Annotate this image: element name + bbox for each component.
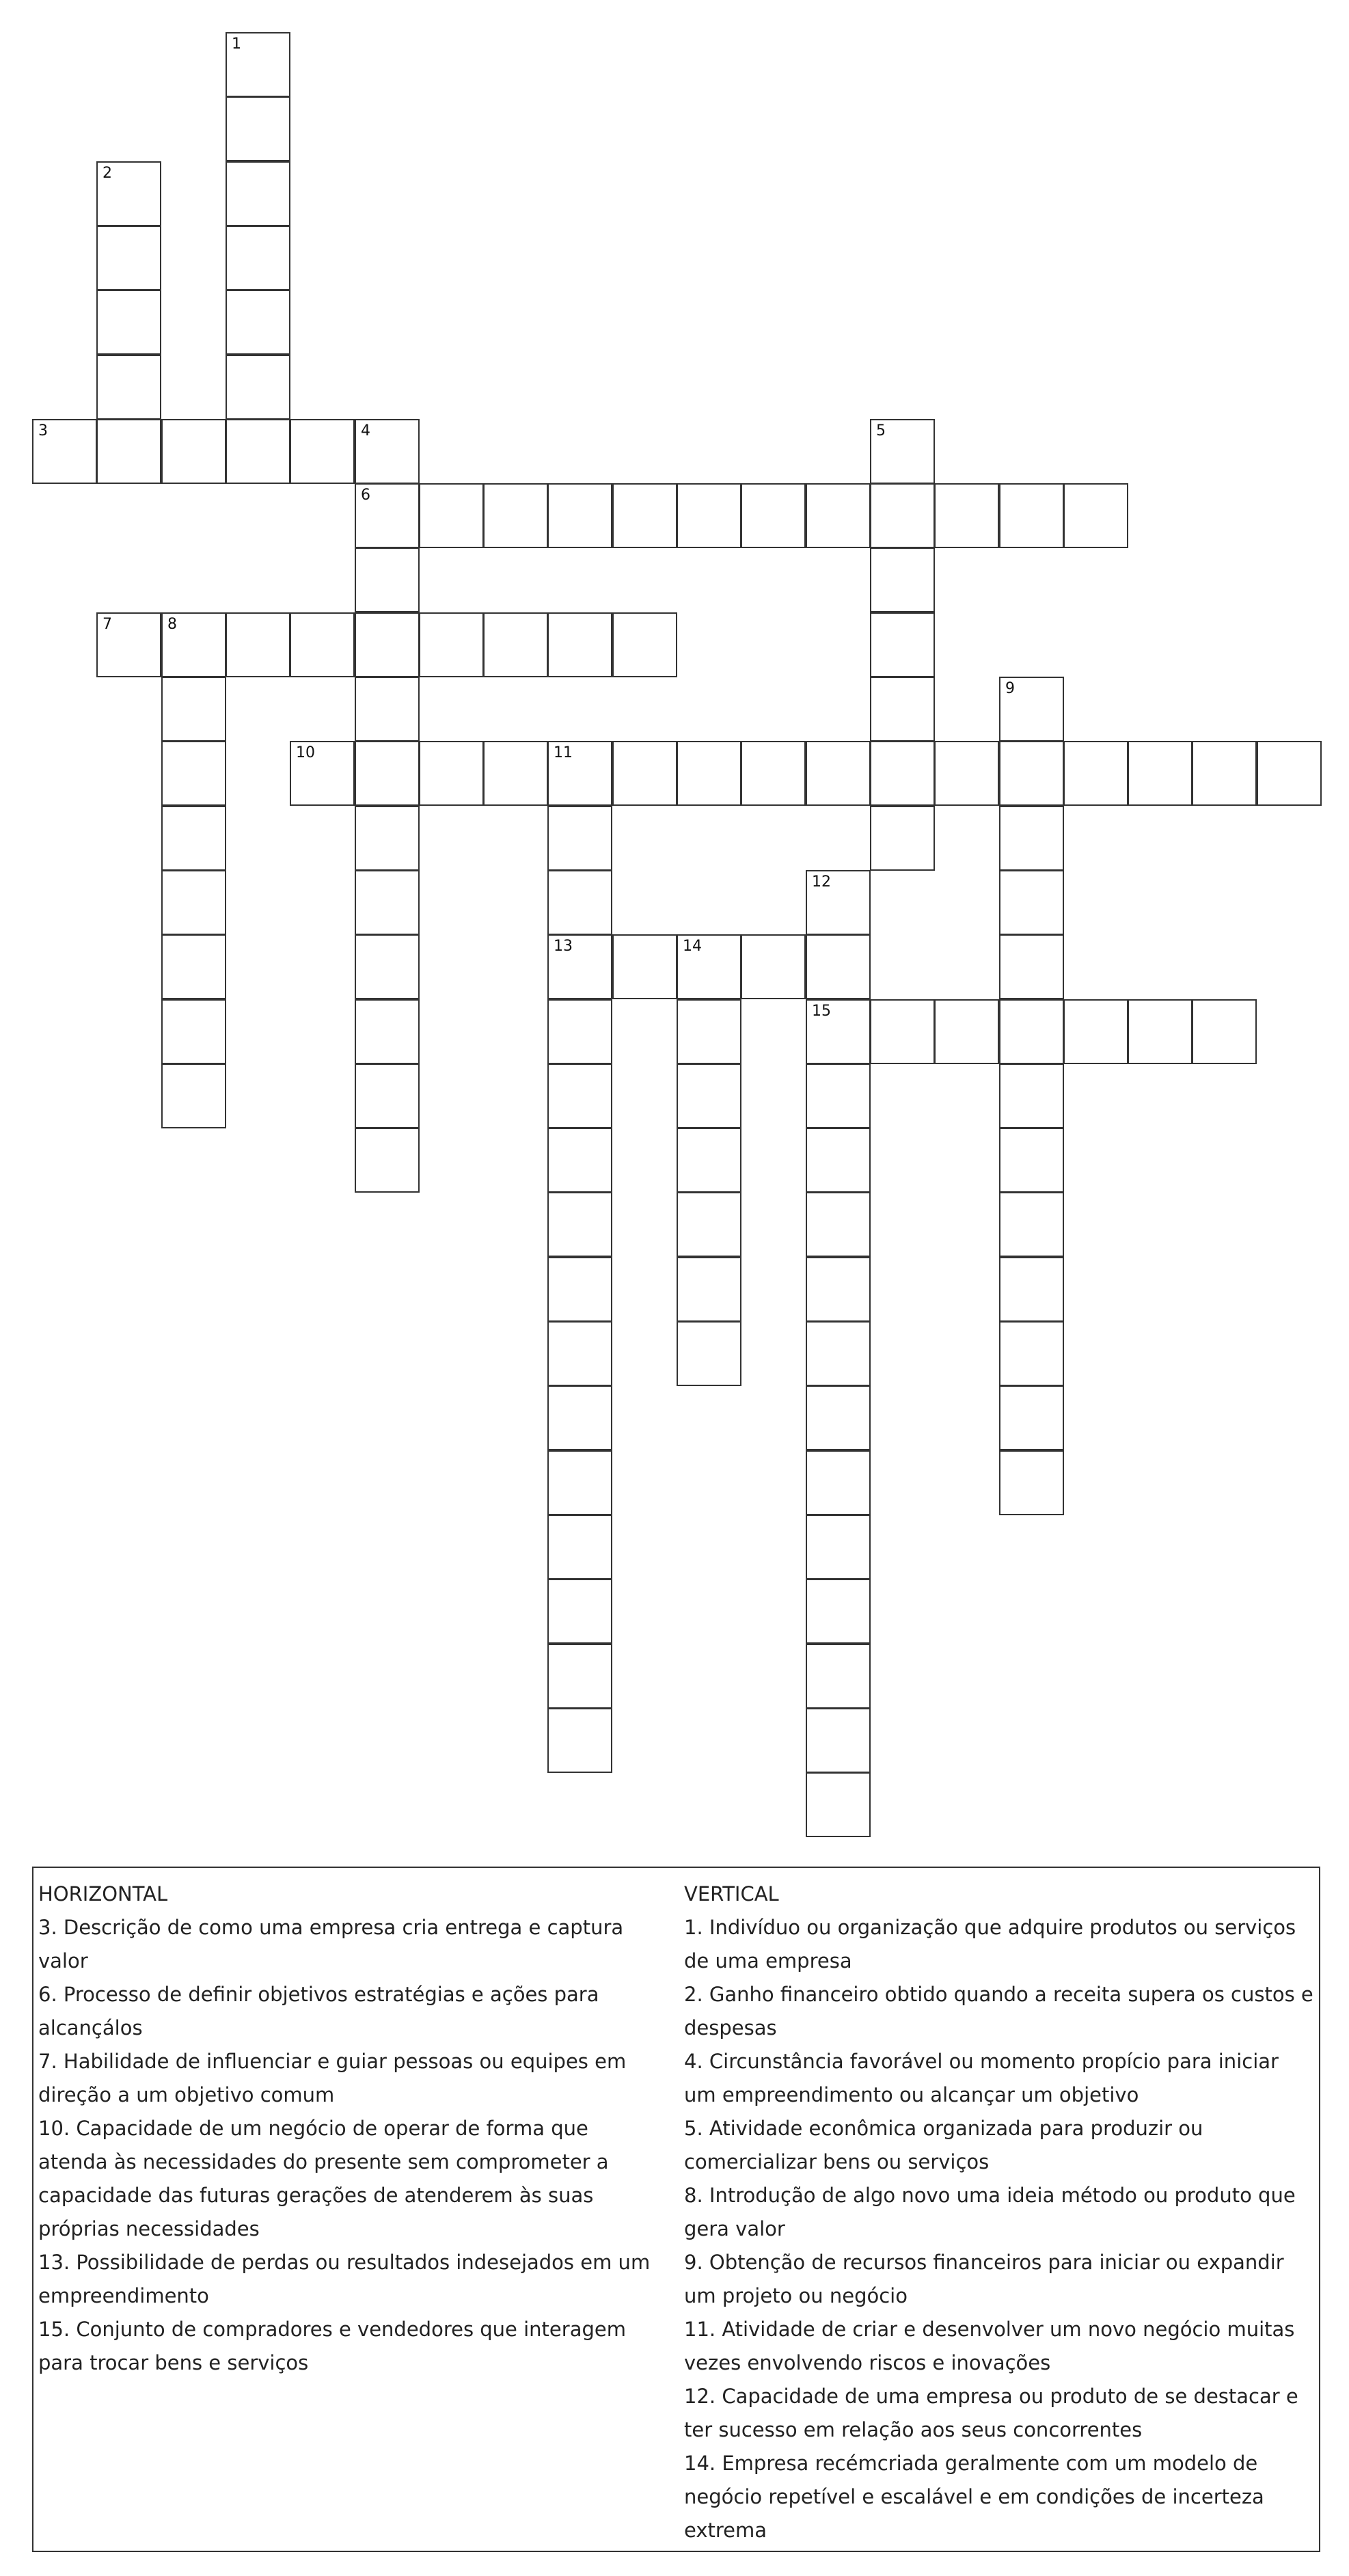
grid-cell[interactable] xyxy=(547,1579,612,1644)
grid-cell[interactable] xyxy=(547,1128,612,1193)
down-clue-1: 1. Indivíduo ou organização que adquire produtos ou serviços de uma empresa xyxy=(684,1916,1296,1972)
grid-cell[interactable] xyxy=(1063,741,1128,806)
grid-cell[interactable] xyxy=(999,1257,1064,1322)
grid-cell[interactable] xyxy=(161,806,226,871)
grid-cell[interactable] xyxy=(419,741,484,806)
grid-cell[interactable] xyxy=(999,870,1064,935)
grid-cell[interactable] xyxy=(612,483,677,548)
grid-cell[interactable] xyxy=(547,483,612,548)
grid-cell[interactable] xyxy=(355,934,420,999)
grid-cell[interactable] xyxy=(161,999,226,1064)
grid-cell[interactable] xyxy=(161,612,226,677)
grid-cell[interactable] xyxy=(999,1321,1064,1386)
grid-cell[interactable] xyxy=(547,1644,612,1709)
grid-cell[interactable] xyxy=(999,999,1064,1064)
grid-cell[interactable] xyxy=(806,1192,871,1257)
down-clue-8: 8. Introdução de algo novo uma ideia método ou produto que gera valor xyxy=(684,2184,1296,2240)
grid-cell[interactable] xyxy=(355,1063,420,1128)
grid-cell[interactable] xyxy=(226,96,290,161)
grid-cell[interactable] xyxy=(806,870,871,935)
grid-cell[interactable] xyxy=(870,806,935,871)
grid-cell[interactable] xyxy=(806,934,871,999)
grid-cell[interactable] xyxy=(96,355,161,420)
across-clue-13: 13. Possibilidade de perdas ou resultados indesejados em um empreendimento xyxy=(38,2251,651,2307)
down-clue-2: 2. Ganho financeiro obtido quando a receita supera os custos e despesas xyxy=(684,1983,1313,2039)
grid-cell[interactable] xyxy=(870,999,935,1064)
across-clue-3: 3. Descrição de como uma empresa cria entrega e captura valor xyxy=(38,1916,624,1972)
grid-cell[interactable] xyxy=(547,999,612,1064)
grid-cell[interactable] xyxy=(547,1385,612,1450)
grid-cell[interactable] xyxy=(547,1257,612,1322)
grid-cell[interactable] xyxy=(226,226,290,290)
grid-cell[interactable] xyxy=(96,226,161,290)
grid-cell[interactable] xyxy=(934,999,999,1064)
grid-cell[interactable] xyxy=(806,1515,871,1580)
grid-cell[interactable] xyxy=(96,419,161,484)
down-clue-5: 5. Atividade econômica organizada para produzir ou comercializar bens ou serviços xyxy=(684,2117,1203,2173)
grid-cell[interactable] xyxy=(483,612,548,677)
grid-cell[interactable] xyxy=(547,1450,612,1515)
clue-number-11: 11 xyxy=(554,744,573,761)
grid-cell[interactable] xyxy=(870,483,935,548)
clues-panel xyxy=(32,1867,1320,2552)
grid-cell[interactable] xyxy=(96,290,161,355)
grid-cell[interactable] xyxy=(999,741,1064,806)
grid-cell[interactable] xyxy=(741,934,806,999)
grid-cell[interactable] xyxy=(355,1128,420,1193)
grid-cell[interactable] xyxy=(355,870,420,935)
grid-cell[interactable] xyxy=(355,677,420,742)
grid-cell[interactable] xyxy=(226,161,290,226)
grid-cell[interactable] xyxy=(870,612,935,677)
grid-cell[interactable] xyxy=(806,999,871,1064)
grid-cell[interactable] xyxy=(934,483,999,548)
grid-cell[interactable] xyxy=(999,934,1064,999)
grid-cell[interactable] xyxy=(677,934,741,999)
grid-cell[interactable] xyxy=(677,483,741,548)
grid-cell[interactable] xyxy=(806,1708,871,1773)
across-clue-6: 6. Processo de definir objetivos estratégias e ações para alcançálos xyxy=(38,1983,599,2039)
grid-cell[interactable] xyxy=(96,612,161,677)
grid-cell[interactable] xyxy=(677,1128,741,1193)
grid-cell[interactable] xyxy=(355,612,420,677)
grid-cell[interactable] xyxy=(677,741,741,806)
grid-cell[interactable] xyxy=(355,999,420,1064)
clue-number-2: 2 xyxy=(103,165,112,182)
grid-cell[interactable] xyxy=(999,1450,1064,1515)
grid-cell[interactable] xyxy=(870,677,935,742)
grid-cell[interactable] xyxy=(32,419,97,484)
grid-cell[interactable] xyxy=(1063,999,1128,1064)
grid-cell[interactable] xyxy=(547,1321,612,1386)
grid-cell[interactable] xyxy=(806,1450,871,1515)
grid-cell[interactable] xyxy=(226,355,290,420)
grid-cell[interactable] xyxy=(612,741,677,806)
grid-cell[interactable] xyxy=(677,1257,741,1322)
grid-cell[interactable] xyxy=(547,612,612,677)
across-clues xyxy=(38,1877,660,2380)
grid-cell[interactable] xyxy=(483,741,548,806)
grid-cell[interactable] xyxy=(226,612,290,677)
grid-cell[interactable] xyxy=(96,161,161,226)
down-clues xyxy=(684,1877,1316,2547)
grid-cell[interactable] xyxy=(226,419,290,484)
grid-cell[interactable] xyxy=(999,806,1064,871)
grid-cell[interactable] xyxy=(161,1063,226,1128)
grid-cell[interactable] xyxy=(999,677,1064,742)
grid-cell[interactable] xyxy=(290,612,355,677)
grid-cell[interactable] xyxy=(806,1579,871,1644)
clue-number-6: 6 xyxy=(361,487,370,504)
grid-cell[interactable] xyxy=(677,1192,741,1257)
grid-cell[interactable] xyxy=(419,483,484,548)
grid-cell[interactable] xyxy=(290,419,355,484)
grid-cell[interactable] xyxy=(677,1063,741,1128)
clue-number-1: 1 xyxy=(232,36,241,53)
grid-cell[interactable] xyxy=(1128,999,1193,1064)
grid-cell[interactable] xyxy=(226,290,290,355)
grid-cell[interactable] xyxy=(161,419,226,484)
across-title: HORIZONTAL xyxy=(38,1882,168,1906)
grid-cell[interactable] xyxy=(999,483,1064,548)
grid-cell[interactable] xyxy=(161,677,226,742)
grid-cell[interactable] xyxy=(355,419,420,484)
grid-cell[interactable] xyxy=(806,1385,871,1450)
grid-cell[interactable] xyxy=(547,806,612,871)
grid-cell[interactable] xyxy=(677,999,741,1064)
grid-cell[interactable] xyxy=(547,1192,612,1257)
grid-cell[interactable] xyxy=(934,741,999,806)
grid-cell[interactable] xyxy=(741,483,806,548)
grid-cell[interactable] xyxy=(547,741,612,806)
grid-cell[interactable] xyxy=(806,741,871,806)
grid-cell[interactable] xyxy=(483,483,548,548)
grid-cell[interactable] xyxy=(1063,483,1128,548)
grid-cell[interactable] xyxy=(226,32,290,97)
clue-number-9: 9 xyxy=(1005,680,1015,697)
clue-number-5: 5 xyxy=(876,422,886,439)
clue-number-14: 14 xyxy=(683,938,702,955)
down-clue-14: 14. Empresa recémcriada geralmente com um modelo de negócio repetível e escalável e em condições de incerteza extrema xyxy=(684,2452,1264,2542)
grid-cell[interactable] xyxy=(870,419,935,484)
grid-cell[interactable] xyxy=(355,806,420,871)
clue-number-13: 13 xyxy=(554,938,573,955)
grid-cell[interactable] xyxy=(355,547,420,612)
grid-cell[interactable] xyxy=(612,612,677,677)
down-clue-4: 4. Circunstância favorável ou momento propício para iniciar um empreendimento ou alcançar um objetivo xyxy=(684,2050,1279,2106)
grid-cell[interactable] xyxy=(612,934,677,999)
clue-number-4: 4 xyxy=(361,422,370,439)
grid-cell[interactable] xyxy=(290,741,355,806)
grid-cell[interactable] xyxy=(1192,741,1257,806)
grid-cell[interactable] xyxy=(806,1772,871,1837)
grid-cell[interactable] xyxy=(1257,741,1322,806)
clue-number-3: 3 xyxy=(38,422,48,439)
clue-number-10: 10 xyxy=(296,744,315,761)
grid-cell[interactable] xyxy=(806,1128,871,1193)
grid-cell[interactable] xyxy=(806,1257,871,1322)
across-clue-15: 15. Conjunto de compradores e vendedores que interagem para trocar bens e serviços xyxy=(38,2318,626,2374)
grid-cell[interactable] xyxy=(161,870,226,935)
grid-cell[interactable] xyxy=(806,1063,871,1128)
grid-cell[interactable] xyxy=(999,1128,1064,1193)
grid-cell[interactable] xyxy=(999,1385,1064,1450)
clue-number-12: 12 xyxy=(812,873,831,891)
grid-cell[interactable] xyxy=(870,741,935,806)
clue-number-7: 7 xyxy=(103,616,112,633)
grid-cell[interactable] xyxy=(161,934,226,999)
down-title: VERTICAL xyxy=(684,1882,779,1906)
grid-cell[interactable] xyxy=(355,483,420,548)
grid-cell[interactable] xyxy=(806,483,871,548)
grid-cell[interactable] xyxy=(741,741,806,806)
grid-cell[interactable] xyxy=(547,1708,612,1773)
down-clue-12: 12. Capacidade de uma empresa ou produto de se destacar e ter sucesso em relação aos seus concorrentes xyxy=(684,2385,1298,2441)
grid-cell[interactable] xyxy=(870,547,935,612)
grid-cell[interactable] xyxy=(806,1644,871,1709)
across-clue-7: 7. Habilidade de influenciar e guiar pessoas ou equipes em direção a um objetivo comum xyxy=(38,2050,627,2106)
clue-number-8: 8 xyxy=(167,616,177,633)
grid-cell[interactable] xyxy=(419,612,484,677)
grid-cell[interactable] xyxy=(547,934,612,999)
grid-cell[interactable] xyxy=(1128,741,1193,806)
grid-cell[interactable] xyxy=(806,1321,871,1386)
grid-cell[interactable] xyxy=(1192,999,1257,1064)
grid-cell[interactable] xyxy=(355,741,420,806)
down-clue-11: 11. Atividade de criar e desenvolver um novo negócio muitas vezes envolvendo riscos e inovações xyxy=(684,2318,1295,2374)
grid-cell[interactable] xyxy=(677,1321,741,1386)
grid-cell[interactable] xyxy=(999,1063,1064,1128)
grid-cell[interactable] xyxy=(547,1515,612,1580)
down-clue-9: 9. Obtenção de recursos financeiros para iniciar ou expandir um projeto ou negócio xyxy=(684,2251,1284,2307)
across-clue-10: 10. Capacidade de um negócio de operar de forma que atenda às necessidades do presente sem comprometer a capacidade das futuras gerações de atenderem às suas próprias necessidades xyxy=(38,2117,609,2240)
grid-cell[interactable] xyxy=(161,741,226,806)
clue-number-15: 15 xyxy=(812,1003,831,1020)
grid-cell[interactable] xyxy=(547,870,612,935)
grid-cell[interactable] xyxy=(999,1192,1064,1257)
grid-cell[interactable] xyxy=(547,1063,612,1128)
